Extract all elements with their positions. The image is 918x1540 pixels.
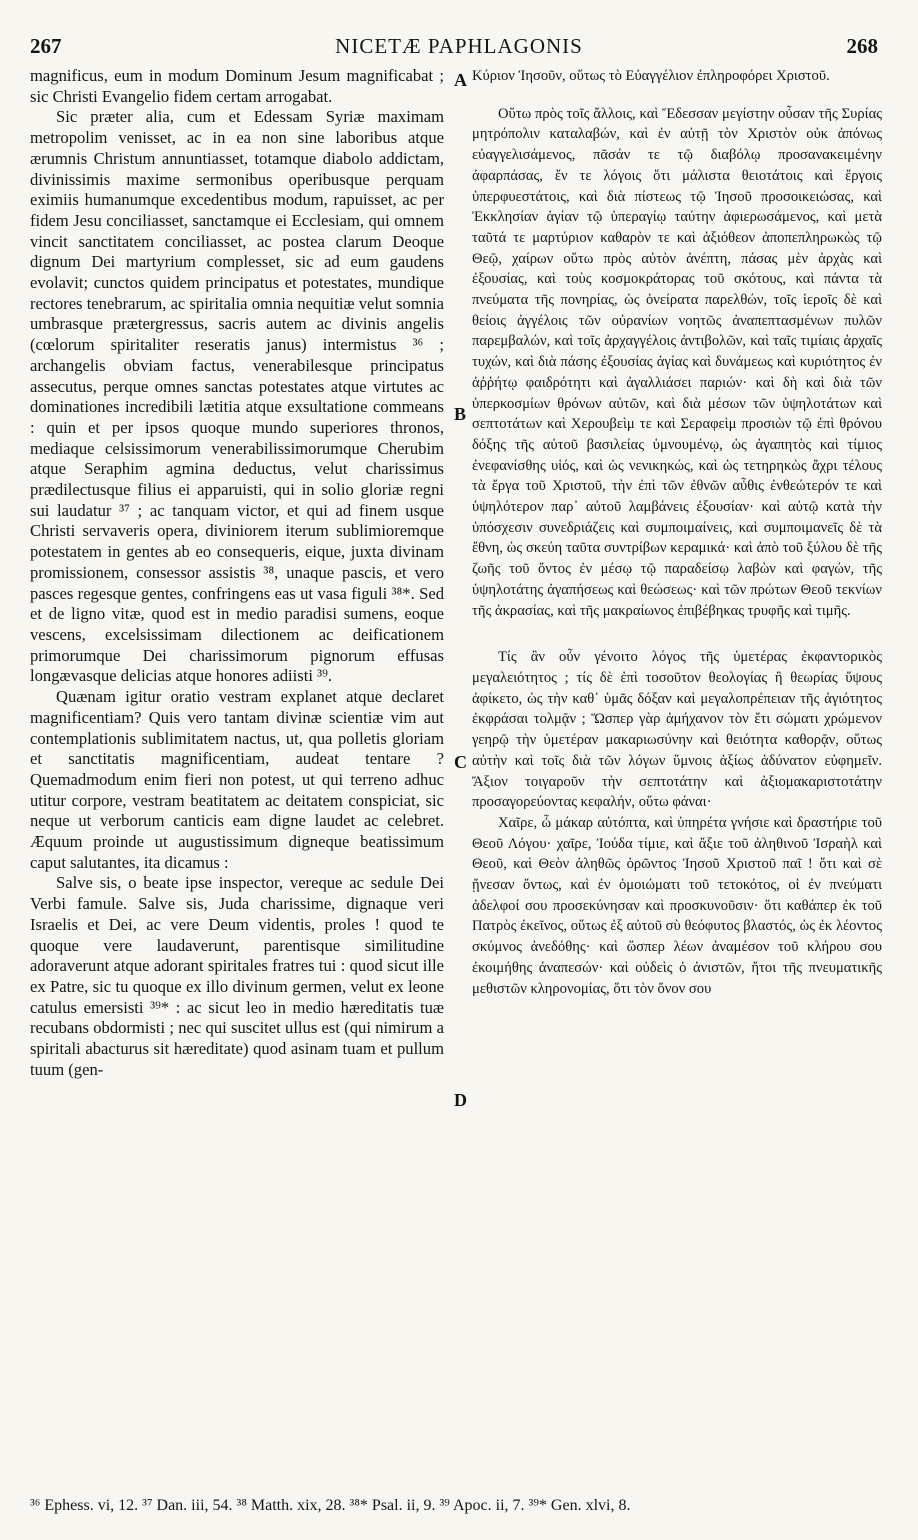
margin-letter-b: B xyxy=(454,404,467,424)
latin-paragraph: Salve sis, o beate ipse inspector, vereque ac sedule Dei Verbi famule. Salve sis, Juda charissime, dignaque veri Israelis et Dei, ac vere Deum videntis, proles ! quod te quoque vere laudaverunt, parentisque similitudine adoraverunt atque adorant spiritales fratres tui : quod sicut ille ex Patre, sic tu quoque ex illo divinum germen, velut ex leone catulus emersisti ³⁹* : ac sicut leo in medio hæreditatis tuæ recubans obdormisti ; nec qui suscitet ullus est (qui nimirum a spiritali abacturus sit hæreditate) quod asinam tuam et pullum tuum (gen- xyxy=(30,873,444,1079)
greek-column xyxy=(472,66,882,999)
page-number-right: 268 xyxy=(846,34,878,58)
greek-paragraph: Κύριον Ἰησοῦν, οὕτως τὸ Εὐαγγέλιον ἐπληροφόρει Χριστοῦ. xyxy=(472,68,830,84)
margin-letter-a: A xyxy=(454,70,467,90)
page-header xyxy=(0,30,918,70)
latin-paragraph: magnificus, eum in modum Dominum Jesum magnificabat ; sic Christi Evangelio fidem certam arrogabat. xyxy=(30,66,444,106)
footnotes: ³⁶ Ephess. vi, 12. ³⁷ Dan. iii, 54. ³⁸ Matth. xix, 28. ³⁸* Psal. ii, 9. ³⁹ Apoc. ii, 7. ³⁹* Gen. xlvi, 8. xyxy=(30,1497,631,1514)
greek-paragraph: Τίς ἂν οὖν γένοιτο λόγος τῆς ὑμετέρας ἐκφαντορικὸς μεγαλειότητος ; τίς δὲ ἐπὶ τοσοῦτον θεολογίας ἢ θεωρίας ὕψους ἀφίκετο, ὡς τὴν καθ᾽ ὑμᾶς δόξαν καὶ μεγαλοπρέπειαν τῆς ἁγιότητος ἐκφράσαι τολμᾷν ; Ὥσπερ γὰρ ἀμήχανον τὸν ἔτι σώματι χρώμενον γεηρῷ τὴν ὑμετέραν μακαριωσύνην καὶ θειότητα καθορᾷν, οὕτως αὐτὴν καὶ τοῖς διὰ τῶν λόγων ὕμνοις ἀξίως ἀδύνατον εὐφημεῖν. Ἄξιον τοιγαροῦν τὴν σεπτοτάτην καὶ ἀξιομακαριστοτάτην προσαγορεύοντας κεφαλήν, οὕτω φάναι· xyxy=(472,649,882,811)
greek-paragraph: Χαῖρε, ὦ μάκαρ αὐτόπτα, καὶ ὑπηρέτα γνήσιε καὶ δραστήριε τοῦ Θεοῦ Λόγου· χαῖρε, Ἰούδα τίμιε, καὶ ἄξιε τοῦ ἀληθινοῦ Ἰσραὴλ καὶ Θεοῦ, καὶ Θεὸν ἀληθῶς ὁρῶντος Ἰησοῦ Χριστοῦ παῖ ! ὅτι καὶ σὲ ᾔνεσαν ὄντως, καὶ ἐν ὁμοιώματι τοῦ τετοκότος, οἱ ἐν πνεύματι ἀδελφοί σου προσεκύνησαν καὶ προσκυνοῦσιν· ὅτι καθάπερ ἐκ τοῦ Πατρὸς ἐκεῖνος, οὕτως ἐξ αὐτοῦ σὺ θεόφυτος βλαστός, ὡς ἐκ λέοντος σκύμνος ἀνεδόθης· καὶ ὥσπερ λέων ἀναμέσον τοῦ κλήρου σου ἐκοιμήθης ἀναπεσών· καὶ οὐδεὶς ὁ ἀνιστῶν, ἤτοι τῆς πνευματικῆς μεθιστῶν κληρονομίας, ὅτι τὸν ὄνον σου xyxy=(472,814,882,997)
running-title: NICETÆ PAPHLAGONIS xyxy=(335,34,583,58)
latin-paragraph: Quænam igitur oratio vestram explanet atque declaret magnificentiam? Quis vero tantam divinæ scientiæ vim aut contemplationis sublimitatem nactus, ut, qua polletis gloriam et sanctitatis magnificentiam, audeat tentare ? Quemadmodum enim fieri non potest, ut qui terreno adhuc utitur corpore, vestram beatitatem ac deitatem conspiciat, sic neque ut verborum canticis eam digne laudet ac celebret. Æquum proinde ut augustissimum digneque beatissimum caput salutantes, ita dicamus : xyxy=(30,687,444,872)
margin-letter-c: C xyxy=(454,752,467,772)
latin-paragraph: Sic præter alia, cum et Edessam Syriæ maximam metropolim venisset, ac in ea non sine laboribus atque ærumnis Christum annuntiasset, totamque diabolo addictam, divinissimis maxime sermonibus operibusque perquam eximiis humanumque excedentibus modum, rapuisset, ac per fidem Jesu conciliasset, sanctamque ei Ecclesiam, qui omnem vincit sanctitatem conciliasset, ac postea clarum Deoque dignum Dei martyrium complesset, sic ad eum gaudens evolavit; cunctos quidem principatus et potestates, mundique rectores tenebrarum, ac spiritalia omnia nequitiæ velut somnia umbrasque prætergressus, sacris autem ac divinis angelis (cœlorum spiritaliter reseratis janus) intermistus ³⁶ ; archangelis obviam factus, venerabilesque principatus assecutus, perque omnes sanctas potestates atque virtutes ac dominationes incredibili lætitia atque exsultatione commeans : quin et per ipsos quoque mundo superiores thronos, mediaque celsissimorum venerabilissimorumque Cherubim atque Seraphim agmina deductus, velut charissimus prædilectusque filius ei apparuisti, qui in solio gloriæ regni sui laudatur ³⁷ ; ac tanquam victor, et qui ad finem usque Christi servaveris opera, diviniorem iterum sublimioremque potestatem in gentes ab eo consequeris, eique, juxta divinam promissionem, consessor assistis ³⁸, unaque pascis, et vero pasces regesque gentes, confringens eas ut vasa figuli ³⁸*. Sed et de ligno vitæ, quod est in medio paradisi sumens, eoque vescens, excelsissimam dilectionem ac deificationem primorumque Dei charissimorum pignorum effusas longævasque delicias atque honores adiisti ³⁹. xyxy=(30,107,444,686)
latin-column xyxy=(30,66,444,1080)
page-number-left: 267 xyxy=(30,34,62,58)
greek-paragraph: Οὕτω πρὸς τοῖς ἄλλοις, καὶ Ἔδεσσαν μεγίστην οὖσαν τῆς Συρίας μητρόπολιν καταλαβών, καὶ ἐν αὐτῇ τὸν Χριστὸν οὐκ ἀπόνως εὐαγγελισάμενος, πᾶσάν τε τῷ διαβόλῳ προσανακειμένην ἀφαρπάσας, ἔν τε λόγοις ὅτι μάλιστα θειοτάτοις καὶ ἔργοις ὑπερφυεστάτοις, καὶ διὰ πίστεως τῷ Ἰησοῦ προσοικειώσας, καὶ Ἐκκλησίαν ἁγίαν τῷ ὑπεραγίῳ ταύτην ἀφιερωσάμενος, καὶ μετὰ ταῦτά τε μαρτύριον καθαρὸν τε καὶ ἀξιόθεον ἀποπεπληρωκὼς τῷ Θεῷ, χαίρων οὕτω πρὸς αὐτὸν ἀνέπτη, πάσας μὲν ἀρχὰς καὶ ἐξουσίας, καὶ τοὺς κοσμοκράτορας τοῦ σκότους, καὶ πάντα τὰ πνεύματα τῆς πονηρίας, ὡς ὀνείρατα παρελθών, τοῖς ἱεροῖς δὲ καὶ θείοις ἀγγέλοις τῶν οὐρανίων νοητῶς ἀναπεπτασμένων πυλῶν παρεμβαλών, καὶ τοῖς ἀρχαγγέλοις ἀντιβολῶν, καὶ ταῖς τιμίαις ἀρχαῖς τυχών, καὶ διὰ πάσης ἐξουσίας ἁγίας καὶ δυνάμεως καὶ κυριότητος ἐν ἀῤῥήτῳ φαιδρότητι καὶ ἀγαλλιάσει παριών· καὶ δὴ καὶ διὰ τῶν ὑπερκοσμίων θρόνων αὐτῶν, καὶ διὰ μέσων τῶν ὑψηλοτάτων καὶ σεπτοτάτων καὶ Χερουβεὶμ τε καὶ Σεραφεὶμ προσιὼν τῷ ἐπὶ θρόνου δόξης τῆς αὐτοῦ βασιλείας ὑμνουμένῳ, ὡς ἀγαπητὸς καὶ τίμιος ἐνεφανίσθης υἱός, καὶ ὡς νενικηκώς, καὶ ὡς τετηρηκὼς ἄχρι τέλους τὰ ἔργα τοῦ Χριστοῦ, τὴν ἐπὶ τῶν ἐθνῶν αὖθις ἐνθεώτερόν τε καὶ ὑψηλότερον παρ᾽ αὐτοῦ λαμβάνεις ἐξουσίαν· καὶ αὐτῷ κατὰ τὴν ὑπόσχεσιν συνεδριάζεις καὶ συμποιμαίνεις, καὶ συμποιμανεῖς δὲ τὰ ἔθνη, ὡς σκεύη ταῦτα συντρίβων κεραμικά· καὶ ἀπὸ τοῦ ξύλου δὲ τῆς ζωῆς τοῦ ὄντος ἐν μέσῳ τῷ παραδείσῳ λαβὼν καὶ φαγών, τῆς ὑψηλοτάτης ἀγαπήσεως καὶ θεώσεως· καὶ τῶν πρώτων Θεοῦ τεκνίων τῆς ἀκρασίας, καὶ τῆς μακραίωνος ἐπιβέβηκας τρυφῆς καὶ τιμῆς. xyxy=(472,105,882,619)
margin-letter-d: D xyxy=(454,1090,467,1110)
